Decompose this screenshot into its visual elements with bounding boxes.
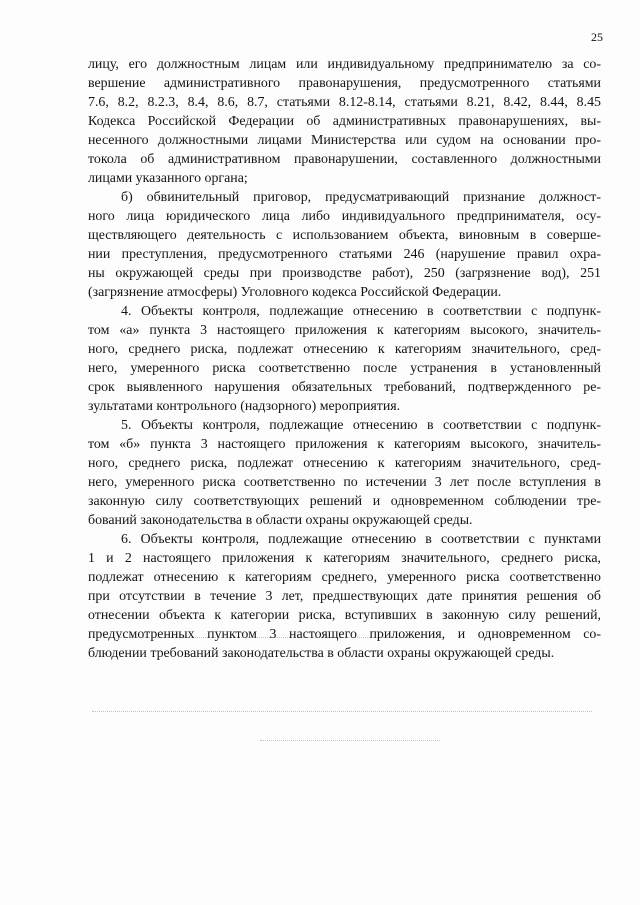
text-line: блюдении требований законодательства в области охраны окружающей среды. <box>88 646 555 661</box>
text-line: лицу, его должностным лицам или индивидуальному предпринимателю за со- <box>88 57 601 72</box>
text-line: (загрязнение атмосферы) Уголовного кодекса Российской Федерации. <box>88 285 502 300</box>
text-line: отнесении объекта к категории риска, вступивших в законную силу решений, <box>88 608 601 623</box>
text-line: при отсутствии в течение 3 лет, предшествующих дате принятия решения об <box>88 589 601 604</box>
text-line: 1 и 2 настоящего приложения к категориям значительного, среднего риска, <box>88 551 601 566</box>
scan-noise <box>120 637 420 639</box>
text-line: ны окружающей среды при производстве работ), 250 (загрязнение вод), 251 <box>88 266 601 281</box>
text-line: законную силу соответствующих решений и одновременном соблюдении тре- <box>88 494 601 509</box>
text-line: нии преступления, предусмотренного статьями 246 (нарушение правил охра- <box>88 247 601 262</box>
page-number: 25 <box>591 30 603 44</box>
text-line: подлежат отнесению к категориям среднего, умеренного риска соответственно <box>88 570 601 585</box>
paragraph-first-line: 6. Объекты контроля, подлежащие отнесению в соответствии с пунктами <box>121 532 601 547</box>
text-line: него, умеренного риска соответственно по истечении 3 лет после вступления в <box>88 475 601 490</box>
text-line: ного, среднего риска, подлежат отнесению к категориям значительного, сред- <box>88 342 601 357</box>
text-line: бований законодательства в области охраны окружающей среды. <box>88 513 473 528</box>
text-line: токола об административном правонарушении, составленного должностными <box>88 152 601 167</box>
text-line: несенного должностными лицами Министерства или судом на основании про- <box>88 133 601 148</box>
text-line: том «а» пункта 3 настоящего приложения к категориям высокого, значитель- <box>88 323 601 338</box>
scan-noise <box>92 711 592 713</box>
paragraph-first-line: б) обвинительный приговор, предусматривающий признание должност- <box>121 190 601 205</box>
paragraph-first-line: 4. Объекты контроля, подлежащие отнесению в соответствии с подпунк- <box>121 304 601 319</box>
text-line: Кодекса Российской Федерации об административных правонарушениях, вы- <box>88 114 601 129</box>
text-line: том «б» пункта 3 настоящего приложения к категориям высокого, значитель- <box>88 437 601 452</box>
text-line: зультатами контрольного (надзорного) мероприятия. <box>88 399 401 414</box>
text-line: 7.6, 8.2, 8.2.3, 8.4, 8.6, 8.7, статьями 8.12-8.14, статьями 8.21, 8.42, 8.44, 8.45 <box>88 95 601 110</box>
paragraph-first-line: 5. Объекты контроля, подлежащие отнесению в соответствии с подпунк- <box>121 418 601 433</box>
text-line: ного, среднего риска, подлежат отнесению к категориям значительного, сред- <box>88 456 601 471</box>
text-line: срок выявленного нарушения обязательных требований, подтвержденного ре- <box>88 380 601 395</box>
text-line: ного лица юридического лица либо индивидуального предпринимателя, осу- <box>88 209 601 224</box>
text-line: ществляющего деятельность с использованием объекта, виновным в соверше- <box>88 228 601 243</box>
text-line: предусмотренных пунктом 3 настоящего приложения, и одновременном со- <box>88 627 601 642</box>
scan-noise <box>260 740 440 742</box>
text-line: него, умеренного риска соответственно после устранения в установленный <box>88 361 601 376</box>
text-line: лицами указанного органа; <box>88 171 248 186</box>
text-line: вершение административного правонарушения, предусмотренного статьями <box>88 76 601 91</box>
